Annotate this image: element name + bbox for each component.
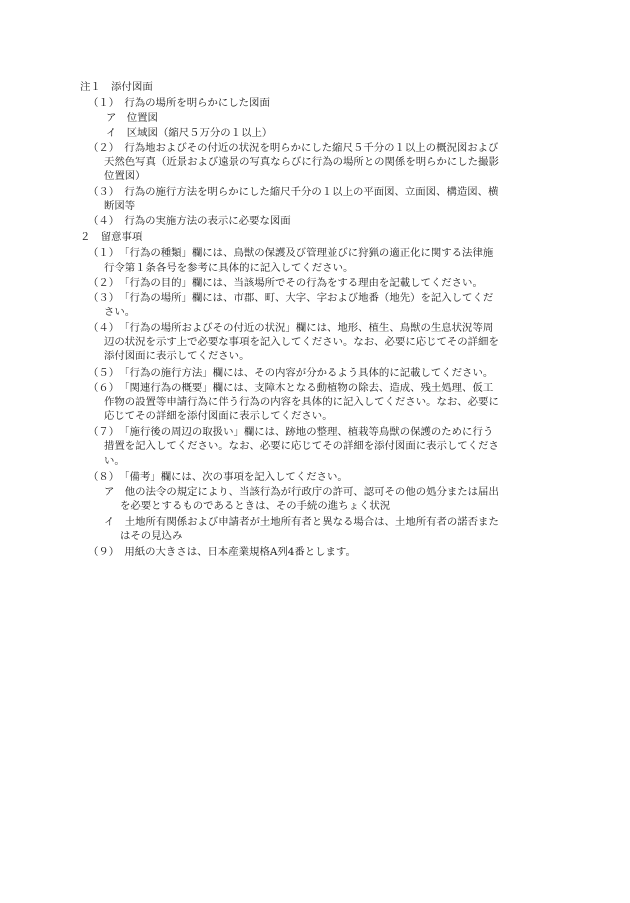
note2-item-4: （４） 「行為の場所およびその付近の状況」欄には、地形、植生、鳥獣の生息状況等周: [88, 322, 494, 334]
note1-item-3-cont: 断図等: [104, 200, 136, 212]
note1-item-1: （１） 行為の場所を明らかにした図面: [88, 97, 270, 109]
note2-item-6: （６） 「関連行為の概要」欄には、支障木となる動植物の除去、造成、残土処理、仮工: [88, 382, 494, 394]
note2-item-8a: ア 他の法令の規定により、当該行為が行政庁の許可、認可その他の処分または届出: [104, 486, 499, 498]
note1-item-2-cont: 天然色写真（近景および遠景の写真ならびに行為の場所との関係を明らかにした撮影: [104, 156, 499, 168]
note2-item-6-cont: 作物の設置等申請行為に伴う行為の内容を具体的に記入してください。なお、必要に: [104, 396, 499, 408]
note2-item-4-cont2: 添付図面に表示してください。: [104, 350, 250, 362]
note2-item-8b: イ 土地所有関係および申請者が土地所有者と異なる場合は、土地所有者の諾否また: [104, 516, 499, 528]
note2-item-3-cont: さい。: [104, 306, 136, 318]
note1-item-3: （３） 行為の施行方法を明らかにした縮尺千分の１以上の平面図、立面図、構造図、横: [88, 186, 499, 198]
note1-item-4: （４） 行為の実施方法の表示に必要な図面: [88, 215, 291, 227]
note2-item-9: （９） 用紙の大きさは、日本産業規格A列4番とします。: [88, 546, 356, 558]
note2-item-1-cont: 行令第１条各号を参考に具体的に記入してください。: [104, 262, 354, 274]
note2-item-1: （１） 「行為の種類」欄には、鳥獣の保護及び管理並びに狩猟の適正化に関する法律施: [88, 247, 494, 259]
note2-item-7-cont2: い。: [104, 455, 125, 467]
note2-item-2: （２） 「行為の目的」欄には、当該場所でその行為をする理由を記載してください。: [88, 277, 483, 289]
note2-title: ２ 留意事項: [80, 231, 143, 243]
note2-item-7-cont: 措置を記入してください。なお、必要に応じてその詳細を添付図面に表示してくださ: [104, 440, 499, 452]
note1-item-1b: イ 区域図（縮尺５万分の１以上）: [106, 127, 273, 139]
note2-item-8b-cont: はその見込み: [120, 530, 183, 542]
note1-item-2-cont2: 位置図）: [104, 170, 146, 182]
note2-item-8: （８） 「備考」欄には、次の事項を記入してください。: [88, 471, 348, 483]
note2-item-4-cont: 辺の状況を示す上で必要な事項を記入してください。なお、必要に応じてその詳細を: [104, 336, 499, 348]
note1-item-1a: ア 位置図: [106, 112, 158, 124]
note2-item-7: （７） 「施行後の周辺の取扱い」欄には、跡地の整理、植栽等鳥獣の保護のために行う: [88, 426, 494, 438]
note1-item-2: （２） 行為地およびその付近の状況を明らかにした縮尺５千分の１以上の概況図および: [88, 142, 499, 154]
note2-item-6-cont2: 応じてその詳細を添付図面に表示してください。: [104, 410, 333, 422]
note2-item-5: （５） 「行為の施行方法」欄には、その内容が分かるよう具体的に記載してください。: [88, 367, 494, 379]
note2-item-8a-cont: を必要とするものであるときは、その手続の進ちょく状況: [120, 500, 391, 512]
note1-title: 注１ 添付図面: [80, 81, 153, 93]
note2-item-3: （３） 「行為の場所」欄には、市郡、町、大字、字および地番（地先）を記入してくだ: [88, 292, 494, 304]
